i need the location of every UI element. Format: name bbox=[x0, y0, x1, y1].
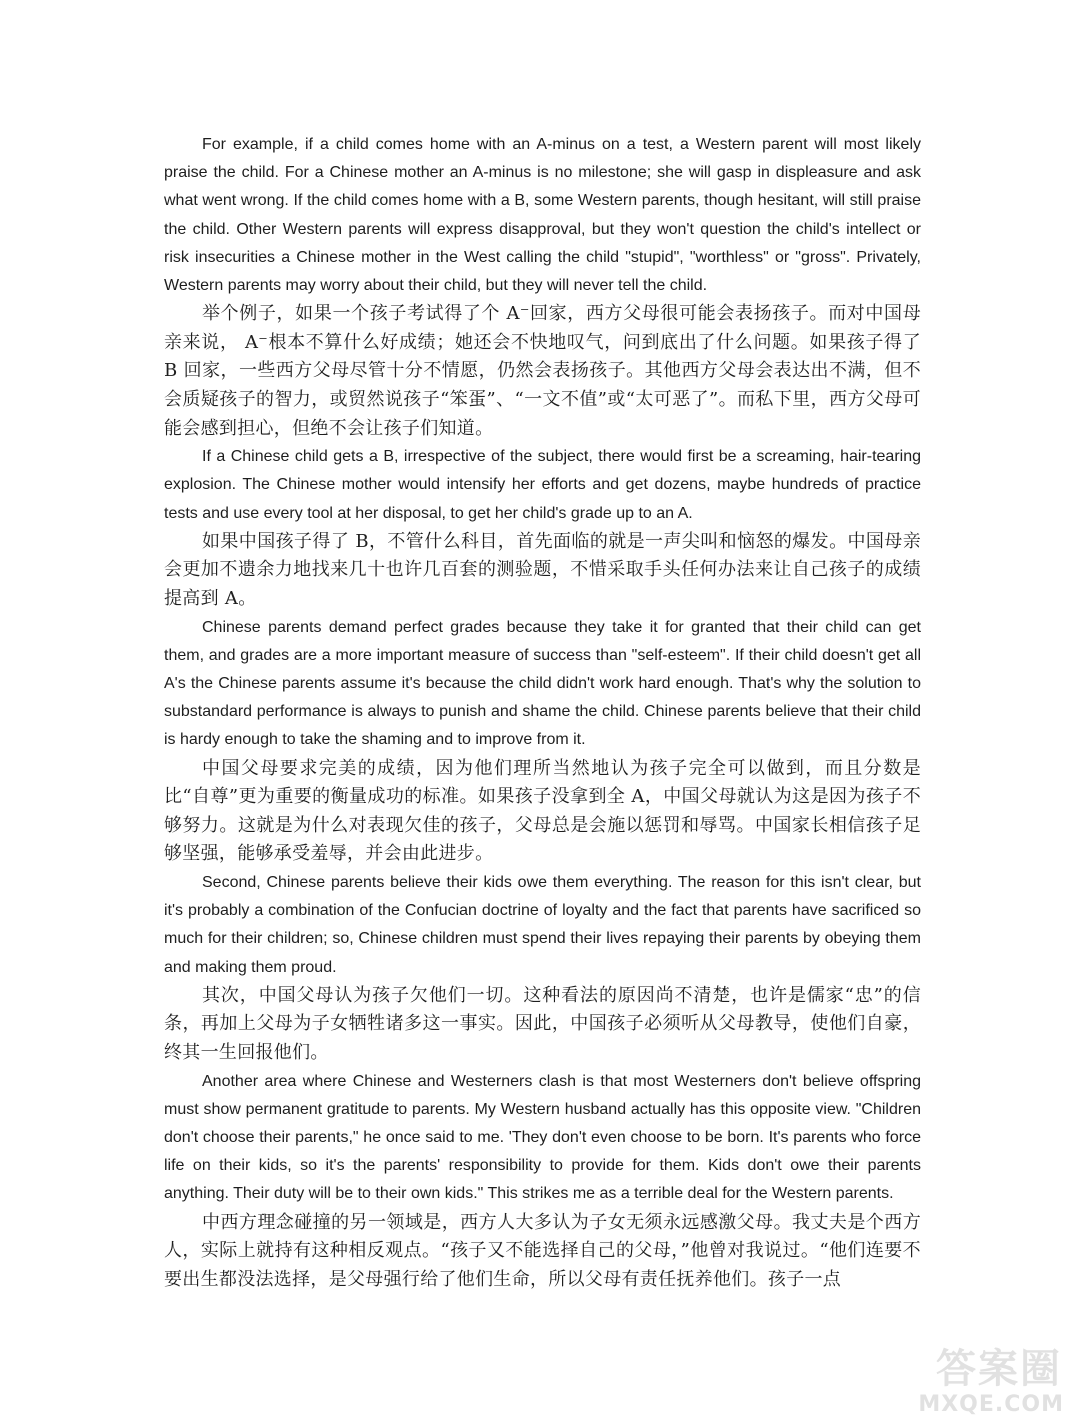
paragraph-zh-5: 中西方理念碰撞的另一领域是，西方人大多认为子女无须永远感激父母。我丈夫是个西方人，实际上就持有这种相反观点。“孩子又不能选择自己的父母，”他曾对我说过。“他们连要不要出生都没法选择，是父母强行给了他们生命，所以父母有责任抚养他们。孩子一点 bbox=[164, 1211, 921, 1290]
paragraph-en-5: Another area where Chinese and Westerners clash is that most Westerners don't believe offspring must show permanent gratitude to parents. My Western husband actually has this opposite view. "Children don't choose their parents," he once said to me. 'They don't even choose to be born. It's parents who force life on their kids, so it's the parents' responsibility to provide for them. Kids don't owe their parents anything. Their duty will be to their own kids." This strikes me as a terrible deal for the Western parents. bbox=[164, 1072, 921, 1203]
paragraph-en-3: Chinese parents demand perfect grades because they take it for granted that their child can get them, and grades are a more important measure of success than "self-esteem". If their child doesn't get all A's the Chinese parents assume it's because the child didn't work hard enough. That's why the solution to substandard performance is always to punish and shame the child. Chinese parents believe that their child is hardy enough to take the shaming and to improve from it. bbox=[164, 618, 921, 749]
paragraph-en-2: If a Chinese child gets a B, irrespective of the subject, there would first be a screaming, hair-tearing explosion. The Chinese mother would intensify her efforts and get dozens, maybe hundreds of practice tests and use every tool at her disposal, to get her child's grade up to an A. bbox=[164, 448, 921, 522]
watermark-domain: MXQE.COM bbox=[918, 1392, 1064, 1417]
paragraph-en-1: For example, if a child comes home with an A-minus on a test, a Western parent will most likely praise the child. For a Chinese mother an A-minus is no milestone; she will gasp in displeasure and ask what went wrong. If the child comes home with a B, some Western parents, though hesitant, will still praise the child. Other Western parents will express disapproval, but they won't question the child's intellect or risk insecurities a Chinese mother in the West calling the child "stupid", "worthless" or "gross". Privately, Western parents may worry about their child, but they will never tell the child. bbox=[164, 136, 921, 295]
watermark-logo-text: 答案圈 bbox=[936, 1346, 1062, 1392]
document-body bbox=[164, 131, 921, 1294]
site-watermark bbox=[918, 1337, 1068, 1417]
paragraph-en-4: Second, Chinese parents believe their kids owe them everything. The reason for this isn't clear, but it's probably a combination of the Confucian doctrine of loyalty and the fact that parents have sacrificed so much for their children; so, Chinese children must spend their lives repaying their parents by obeying them and making them proud. bbox=[164, 873, 921, 976]
paragraph-zh-3: 中国父母要求完美的成绩，因为他们理所当然地认为孩子完全可以做到，而且分数是比“自尊”更为重要的衡量成功的标准。如果孩子没拿到全 A，中国父母就认为这是因为孩子不够努力。这就是为什么对表现欠佳的孩子，父母总是会施以惩罚和辱骂。中国家长相信孩子足够坚强，能够承受羞辱，并会由此进步。 bbox=[164, 757, 921, 865]
paragraph-zh-1: 举个例子，如果一个孩子考试得了个 A⁻回家，西方父母很可能会表扬孩子。而对中国母亲来说， A⁻根本不算什么好成绩；她还会不快地叹气，问到底出了什么问题。如果孩子得了 B 回家，一些西方父母尽管十分不情愿，仍然会表扬孩子。其他西方父母会表达出不满，但不会质疑孩子的智力，或贸然说孩子“笨蛋”、“一文不值”或“太可恶了”。而私下里，西方父母可能会感到担心，但绝不会让孩子们知道。 bbox=[164, 303, 921, 439]
paragraph-zh-2: 如果中国孩子得了 B，不管什么科目，首先面临的就是一声尖叫和恼怒的爆发。中国母亲会更加不遗余力地找来几十也许几百套的测验题，不惜采取手头任何办法来让自己孩子的成绩提高到 A。 bbox=[164, 530, 921, 609]
paragraph-zh-4: 其次，中国父母认为孩子欠他们一切。这种看法的原因尚不清楚，也许是儒家“忠”的信条，再加上父母为子女牺牲诸多这一事实。因此，中国孩子必须听从父母教导，使他们自豪，终其一生回报他们。 bbox=[164, 984, 921, 1063]
